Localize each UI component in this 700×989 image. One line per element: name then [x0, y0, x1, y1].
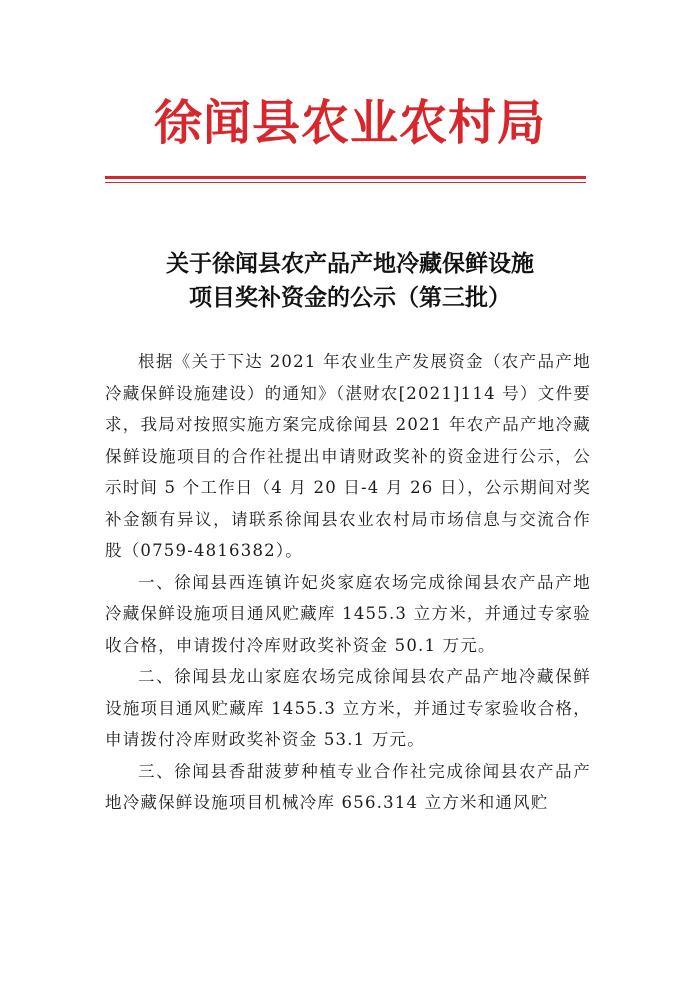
letterhead-org-name: 徐闻县农业农村局 — [153, 95, 546, 151]
document-title-line-2: 项目奖补资金的公示（第三批） — [189, 285, 511, 311]
letterhead-rule-thick — [105, 176, 586, 179]
paragraph-item-1: 一、徐闻县西连镇许妃炎家庭农场完成徐闻县农产品产地冷藏保鲜设施项目通风贮藏库 1455.3 立方米，并通过专家验收合格，申请拨付冷库财政奖补资金 50.1 万元。 — [105, 572, 591, 655]
paragraph-item-3: 三、徐闻县香甜菠萝种植专业合作社完成徐闻县农产品产地冷藏保鲜设施项目机械冷库 656.314 立方米和通风贮 — [105, 761, 591, 812]
paragraph-intro: 根据《关于下达 2021 年农业生产发展资金（农产品产地冷藏保鲜设施建设）的通知》（湛财农[2021]114 号）文件要求，我局对按照实施方案完成徐闻县 2021 年农产品产地冷藏保鲜设施项目的合作社提出申请财政奖补的资金进行公示，公示时间 5 个工作日（4 月 20 日-4 月 26 日），公示期间对奖补金额有异议，请联系徐闻县农业农村局市场信息与交流合作股（0759-4816382）。 — [105, 352, 591, 560]
letterhead-rule-thin — [105, 182, 586, 183]
paragraph-item-2: 二、徐闻县龙山家庭农场完成徐闻县农产品产地冷藏保鲜设施项目通风贮藏库 1455.3 立方米，并通过专家验收合格，申请拨付冷库财政奖补资金 53.1 万元。 — [105, 667, 591, 749]
document-title — [0, 247, 700, 315]
document-title-line-1: 关于徐闻县农产品产地冷藏保鲜设施 — [166, 251, 534, 277]
document-body — [105, 346, 591, 819]
